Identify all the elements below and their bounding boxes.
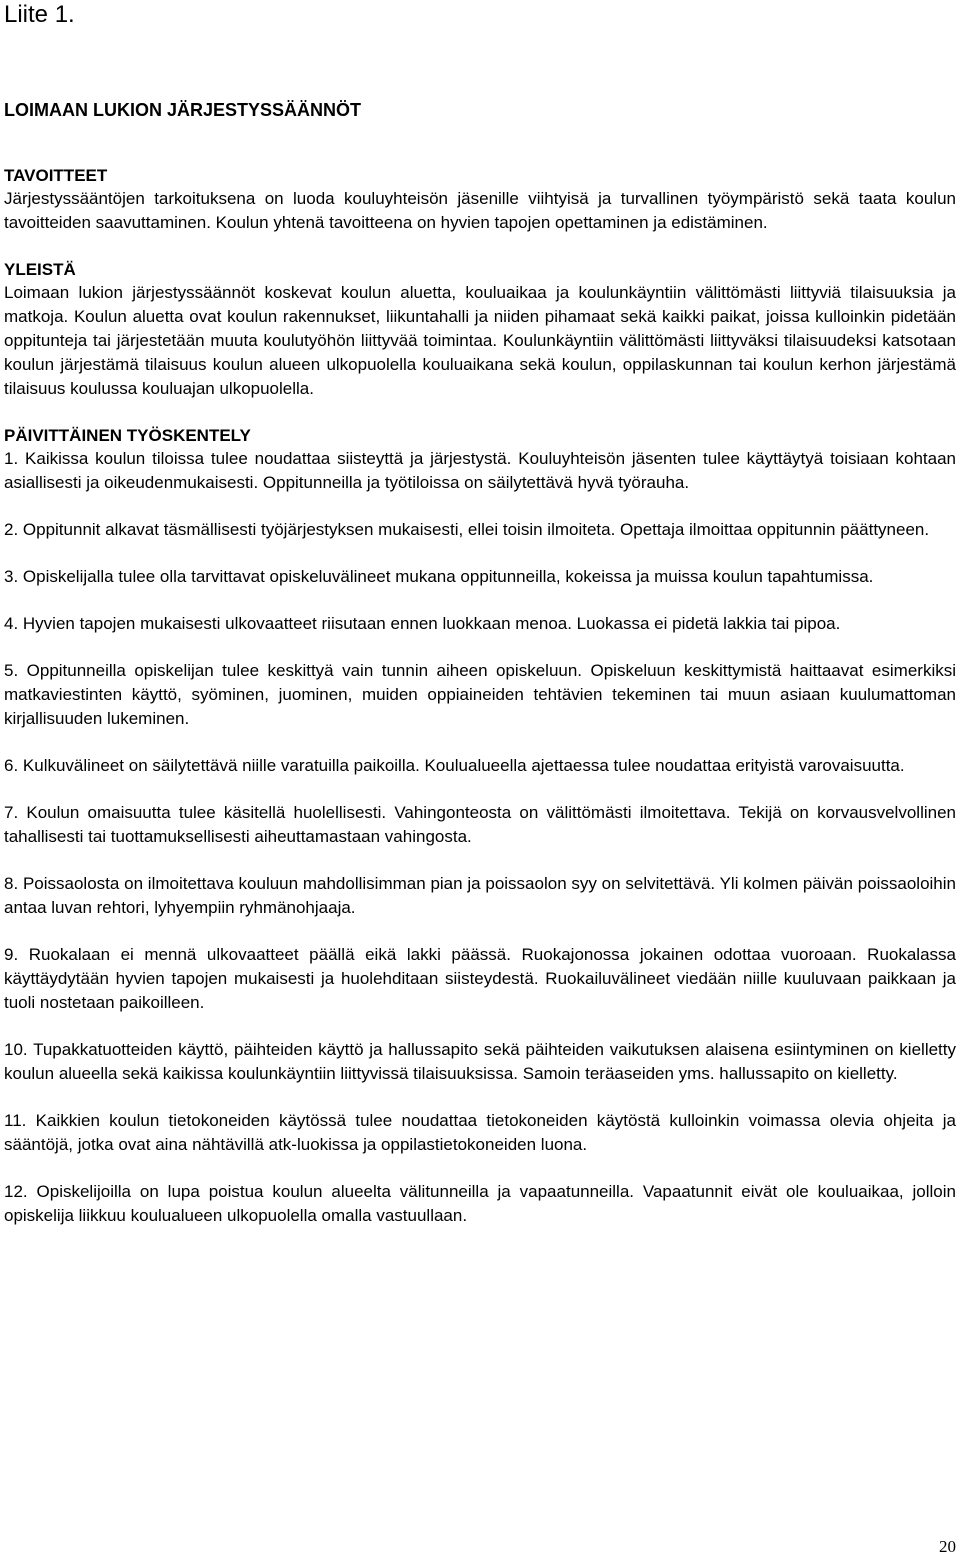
rule-7: 7. Koulun omaisuutta tulee käsitellä huolellisesti. Vahingonteosta on välittömästi ilmoitettava. Tekijä on korvausvelvollinen tahallisesti tai tuottamuksellisesti aiheuttamastaan vahingosta. [4,803,956,846]
section-paivittainen [4,424,956,1228]
rule-1: 1. Kaikissa koulun tiloissa tulee noudattaa siisteyttä ja järjestystä. Kouluyhteisön jäsenten tulee käyttäytyä toisiaan kohtaan asiallisesti ja oikeudenmukaisesti. Oppitunneilla ja työtiloissa on säilytettävä hyvä työrauha. [4,449,956,492]
section-heading-yleista: YLEISTÄ [4,260,76,279]
section-text-yleista: Loimaan lukion järjestyssäännöt koskevat koulun aluetta, kouluaikaa ja koulunkäyntiin välittömästi liittyviä tilaisuuksia ja matkoja. Koulun aluetta ovat koulun rakennukset, liikuntahalli ja niiden pihamaat sekä kaikki paikat, joissa kulloinkin pidetään oppitunteja tai järjestetään muuta koulutyöhön liittyvää toimintaa. Koulunkäyntiin välittömästi liittyväksi tilaisuudeksi katsotaan koulun järjestämä tilaisuus koulun alueen ulkopuolella kouluaikana sekä koulun, oppilaskunnan tai koulun kerhon järjestämä tilaisuus koulussa kouluajan ulkopuolella. [4,283,956,398]
rule-10: 10. Tupakkatuotteiden käyttö, päihteiden käyttö ja hallussapito sekä päihteiden vaikutuksen alaisena esiintyminen on kielletty koulun alueella sekä kaikissa koulunkäyntiin liittyvissä tilaisuuksissa. Samoin teräaseiden yms. hallussapito on kielletty. [4,1040,956,1083]
rule-9: 9. Ruokalaan ei mennä ulkovaatteet päällä eikä lakki päässä. Ruokajonossa jokainen odottaa vuoroaan. Ruokalassa käyttäydytään hyvien tapojen mukaisesti ja huolehditaan siisteydestä. Ruokailuvälineet viedään niille kuuluvaan paikkaan ja tuoli nostetaan paikoilleen. [4,945,956,1012]
section-text-tavoitteet: Järjestyssääntöjen tarkoituksena on luoda kouluyhteisön jäsenille viihtyisä ja turvallinen työympäristö sekä taata koulun tavoitteiden saavuttaminen. Koulun yhtenä tavoitteena on hyvien tapojen opettaminen ja edistäminen. [4,189,956,232]
section-yleista [4,258,956,401]
rule-4: 4. Hyvien tapojen mukaisesti ulkovaatteet riisutaan ennen luokkaan menoa. Luokassa ei pidetä lakkia tai pipoa. [4,614,841,633]
rule-5: 5. Oppitunneilla opiskelijan tulee keskittyä vain tunnin aiheen opiskeluun. Opiskeluun keskittymistä haittaavat esimerkiksi matkaviestinten käyttö, syöminen, juominen, muiden oppiaineiden tehtävien tekeminen tai muun asiaan kuulumattoman kirjallisuuden lukeminen. [4,661,956,728]
rule-11: 11. Kaikkien koulun tietokoneiden käytössä tulee noudattaa tietokoneiden käytöstä kulloinkin voimassa olevia ohjeita ja sääntöjä, jotka ovat aina nähtävillä atk-luokissa ja oppilastietokoneiden luona. [4,1111,956,1154]
appendix-label: Liite 1. [4,1,75,28]
rule-3: 3. Opiskelijalla tulee olla tarvittavat opiskeluvälineet mukana oppitunneilla, kokeissa ja muissa koulun tapahtumissa. [4,567,874,586]
rule-6: 6. Kulkuvälineet on säilytettävä niille varatuilla paikoilla. Koulualueella ajettaessa tulee noudattaa erityistä varovaisuutta. [4,756,905,775]
document-title: LOIMAAN LUKION JÄRJESTYSSÄÄNNÖT [4,100,362,120]
section-tavoitteet [4,164,956,235]
section-heading-tavoitteet: TAVOITTEET [4,166,108,185]
page-number: 20 [939,1537,956,1556]
rule-12: 12. Opiskelijoilla on lupa poistua koulun alueelta välitunneilla ja vapaatunneilla. Vapaatunnit eivät ole kouluaikaa, jolloin opiskelija liikkuu koulualueen ulkopuolella omalla vastuullaan. [4,1182,956,1225]
section-heading-paivittainen: PÄIVITTÄINEN TYÖSKENTELY [4,426,251,445]
rule-2: 2. Oppitunnit alkavat täsmällisesti työjärjestyksen mukaisesti, ellei toisin ilmoiteta. Opettaja ilmoittaa oppitunnin päättyneen. [4,520,930,539]
rule-8: 8. Poissaolosta on ilmoitettava kouluun mahdollisimman pian ja poissaolon syy on selvitettävä. Yli kolmen päivän poissaoloihin antaa luvan rehtori, lyhyempiin ryhmänohjaaja. [4,874,956,917]
document-page [4,0,956,1228]
